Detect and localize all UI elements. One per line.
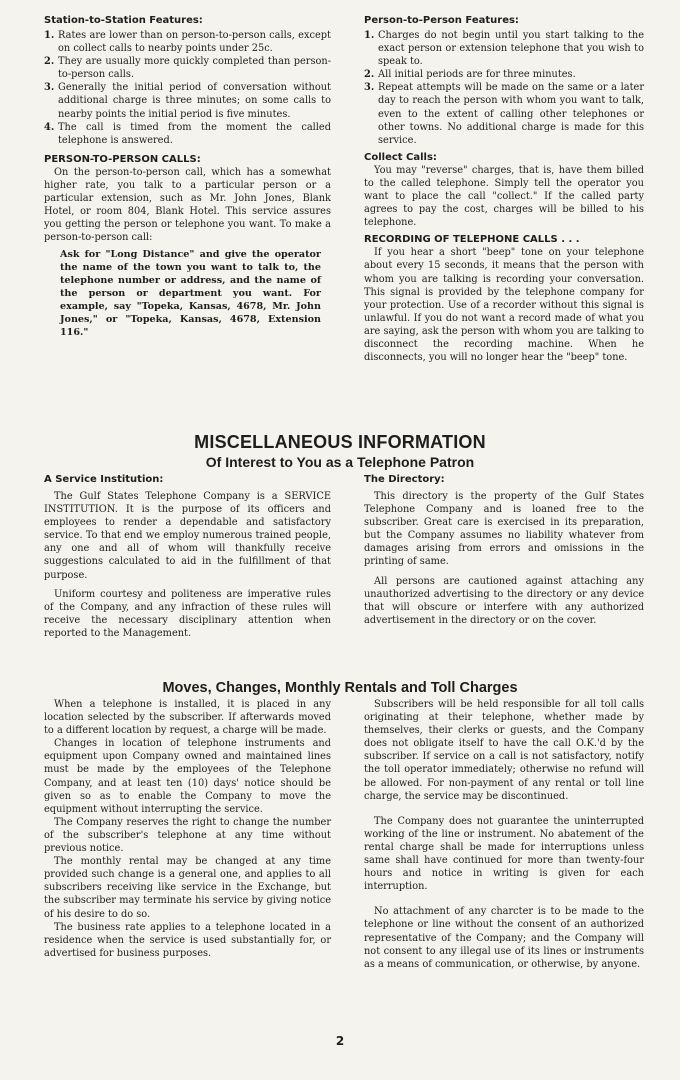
moves-paragraph: The Company reserves the right to change the number of the subscriber's telephone at any time without previous notice. <box>44 816 331 855</box>
long-distance-callout: Ask for "Long Distance" and give the operator the name of the town you want to talk to, the telephone number or address, and the name of the person or department you want. For example, say "Topeka, Kansas, 4678, Mr. John Jones," or "Topeka, Kansas, 4678, Extension 116." <box>60 249 321 339</box>
person-calls-body: On the person-to-person call, which has a somewhat higher rate, you talk to a particular person or a particular extension, such as Mr. John Jones, Blank Hotel, or room 804, Blank Hotel. This service assures you getting the person or telephone you want. To make a person-to-person call: <box>44 166 331 244</box>
person-features-heading: Person-to-Person Features: <box>364 15 519 26</box>
top-left-column <box>44 14 331 339</box>
service-paragraph: The Gulf States Telephone Company is a SERVICE INSTITUTION. It is the purpose of its officers and employees to render a dependable and satisfactory service. To that end we employ numerous trained people, any one and all of whom will thankfully receive suggestions calculated to aid in the fulfillment of that purpose. <box>44 491 331 581</box>
page-number: 2 <box>335 1034 345 1048</box>
list-item: 3. Generally the initial period of conversation without additional charge is three minutes; on some calls to nearby points the initial period is five minutes. <box>44 82 331 120</box>
moves-paragraph: Changes in location of telephone instruments and equipment upon Company owned and maintained lines must be made by the employees of the Telephone Company, and at least ten (10) days' notice should be given so as to enable the Company to move the equipment without interrupting the service. <box>44 738 331 815</box>
person-calls-heading: PERSON-TO-PERSON CALLS: <box>44 153 201 165</box>
list-item: 1. Rates are lower than on person-to-person calls, except on collect calls to nearby points under 25c. <box>44 30 331 55</box>
directory-paragraph: All persons are cautioned against attaching any unauthorized advertising to the directory or any device that will obscure or interfere with any authorized advertisement in the directory or on the cover. <box>364 575 644 626</box>
person-features-list <box>364 29 644 147</box>
collect-calls-heading: Collect Calls: <box>364 151 437 163</box>
moves-paragraph: No attachment of any charcter is to be made to the telephone or line without the consent of an authorized representative of the Company; and the Company will not consent to any illegal use of its lines or instruments as a means of communication, or otherwise, by anyone. <box>364 906 644 970</box>
top-right-column <box>364 14 644 364</box>
list-item: 4. The call is timed from the moment the called telephone is answered. <box>44 121 331 146</box>
moves-paragraph: Subscribers will be held responsible for all toll calls originating at their telephone, whether made by themselves, their clerks or guests, and the Company does not obligate itself to have the call O.K.'d by the subscriber. If service on a call is not satisfactory, notify the toll operator immediately; otherwise no refund will be allowed. For non-payment of any rental or toll line charge, the service may be discontinued. <box>364 699 644 802</box>
collect-calls-body: You may "reverse" charges, that is, have them billed to the called telephone. Simply tell the operator you want to place the call "collect." If the called party agrees to pay the cost, charges will be billed to his telephone. <box>364 164 644 229</box>
service-institution-heading: A Service Institution: <box>44 474 164 485</box>
station-features-heading: Station-to-Station Features: <box>44 15 203 26</box>
list-item: 3. Repeat attempts will be made on the same or a later day to reach the person with whom you want to talk, even to the extent of calling other telephones or other towns. No additional charge is made for this service. <box>364 82 644 146</box>
list-item: 1. Charges do not begin until you start talking to the exact person or extension telephone that you wish to speak to. <box>364 30 644 68</box>
misc-subtitle: Of Interest to You as a Telephone Patron <box>205 454 475 470</box>
moves-paragraph: When a telephone is installed, it is placed in any location selected by the subscriber. If afterwards moved to a different location by request, a charge will be made. <box>44 699 331 737</box>
moves-left-column <box>44 698 331 960</box>
moves-paragraph: The Company does not guarantee the uninterrupted working of the line or instrument. No abatement of the rental charge shall be made for interruptions unless same shall have continued for more than twenty-four hours and notice in writing is given for each interruption. <box>364 815 644 893</box>
moves-title: Moves, Changes, Monthly Rentals and Toll Charges <box>162 680 518 696</box>
moves-right-column <box>364 698 644 971</box>
misc-title: MISCELLANEOUS INFORMATION <box>194 432 486 452</box>
recording-body: If you hear a short "beep" tone on your telephone about every 15 seconds, it means that the person with whom you are talking is recording your conversation. This signal is provided by the telephone company for your protection. Use of a recorder without this signal is unlawful. If you do not want a record made of what you are saying, ask the person with whom you are talking to disconnect the recording machine. When he disconnects, you will no longer hear the "beep" tone. <box>364 247 644 364</box>
directory-heading: The Directory: <box>364 474 445 485</box>
moves-paragraph: The monthly rental may be changed at any time provided such change is a general one, and applies to all subscribers receiving like service in the Exchange, but the subscriber may terminate his service by giving notice of his desire to do so. <box>44 856 331 920</box>
list-item: 2. All initial periods are for three minutes. <box>364 69 576 81</box>
moves-paragraph: The business rate applies to a telephone located in a residence when the service is used substantially for, or advertised for business purposes. <box>44 921 331 959</box>
station-features-list <box>44 29 331 147</box>
directory-paragraph: This directory is the property of the Gulf States Telephone Company and is loaned free to the subscriber. Great care is exercised in its preparation, but the Company assumes no liability whatever from damages arising from errors and omissions in the printing of same. <box>364 491 644 568</box>
list-item: 2. They are usually more quickly completed than person-to-person calls. <box>44 56 331 81</box>
recording-heading: RECORDING OF TELEPHONE CALLS . . . <box>364 234 580 246</box>
service-paragraph: Uniform courtesy and politeness are imperative rules of the Company, and any infraction of these rules will receive the necessary disciplinary attention when reported to the Management. <box>44 588 331 639</box>
service-institution-column <box>44 473 331 640</box>
directory-column <box>364 473 644 627</box>
